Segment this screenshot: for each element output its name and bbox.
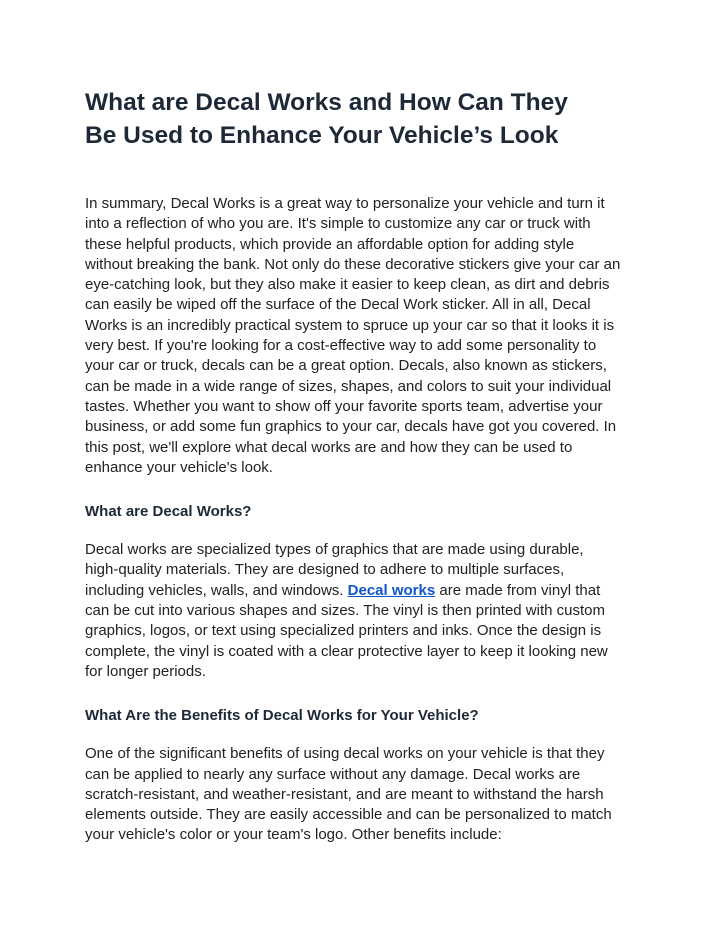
paragraph-text-before-link: Decal works are specialized types of graphics that are made using durable, high-quality materials. They are designed to adhere to multiple surfaces, including vehicles, walls, and windows. <box>85 541 584 599</box>
decal-works-link[interactable]: Decal works <box>347 581 436 599</box>
section-heading-what-are-decal-works: What are Decal Works? <box>85 503 252 521</box>
section-paragraph-what-are-decal-works <box>85 540 645 682</box>
intro-paragraph: In summary, Decal Works is a great way to personalize your vehicle and turn it into a reflection of who you are. It's simple to customize any car or truck with these helpful products, which provide an affordable option for adding style without breaking the bank. Not only do these decorative stickers give your car an eye-catching look, but they also make it easier to keep clean, as dirt and debris can easily be wiped off the surface of the Decal Work sticker. All in all, Decal Works is an incredibly practical system to spruce up your car so that it looks it is very best. If you're looking for a cost-effective way to add some personality to your car or truck, decals can be a great option. Decals, also known as stickers, can be made in a wide range of sizes, shapes, and colors to suit your individual tastes. Whether you want to show off your favorite sports team, advertise your business, or add some fun graphics to your car, decals have got you covered. In this post, we'll explore what decal works are and how they can be used to enhance your vehicle's look. <box>85 195 621 476</box>
page-title: What are Decal Works and How Can They Be Used to Enhance Your Vehicle’s Look <box>85 89 568 149</box>
paragraph-text-after-link: are made from vinyl that can be cut into various shapes and sizes. The vinyl is then printed with custom graphics, logos, or text using specialized printers and inks. Once the design is complete, the vinyl is coated with a clear protective layer to keep it looking new for longer periods. <box>85 581 608 680</box>
section-heading-benefits: What Are the Benefits of Decal Works for Your Vehicle? <box>85 707 479 725</box>
section-paragraph-benefits: One of the significant benefits of using decal works on your vehicle is that they can be applied to nearly any surface without any damage. Decal works are scratch-resistant, and weather-resistant, and are meant to withstand the harsh elements outside. They are easily accessible and can be personalized to match your vehicle's color or your team's logo. Other benefits include: <box>85 745 612 844</box>
document-content <box>85 86 645 846</box>
